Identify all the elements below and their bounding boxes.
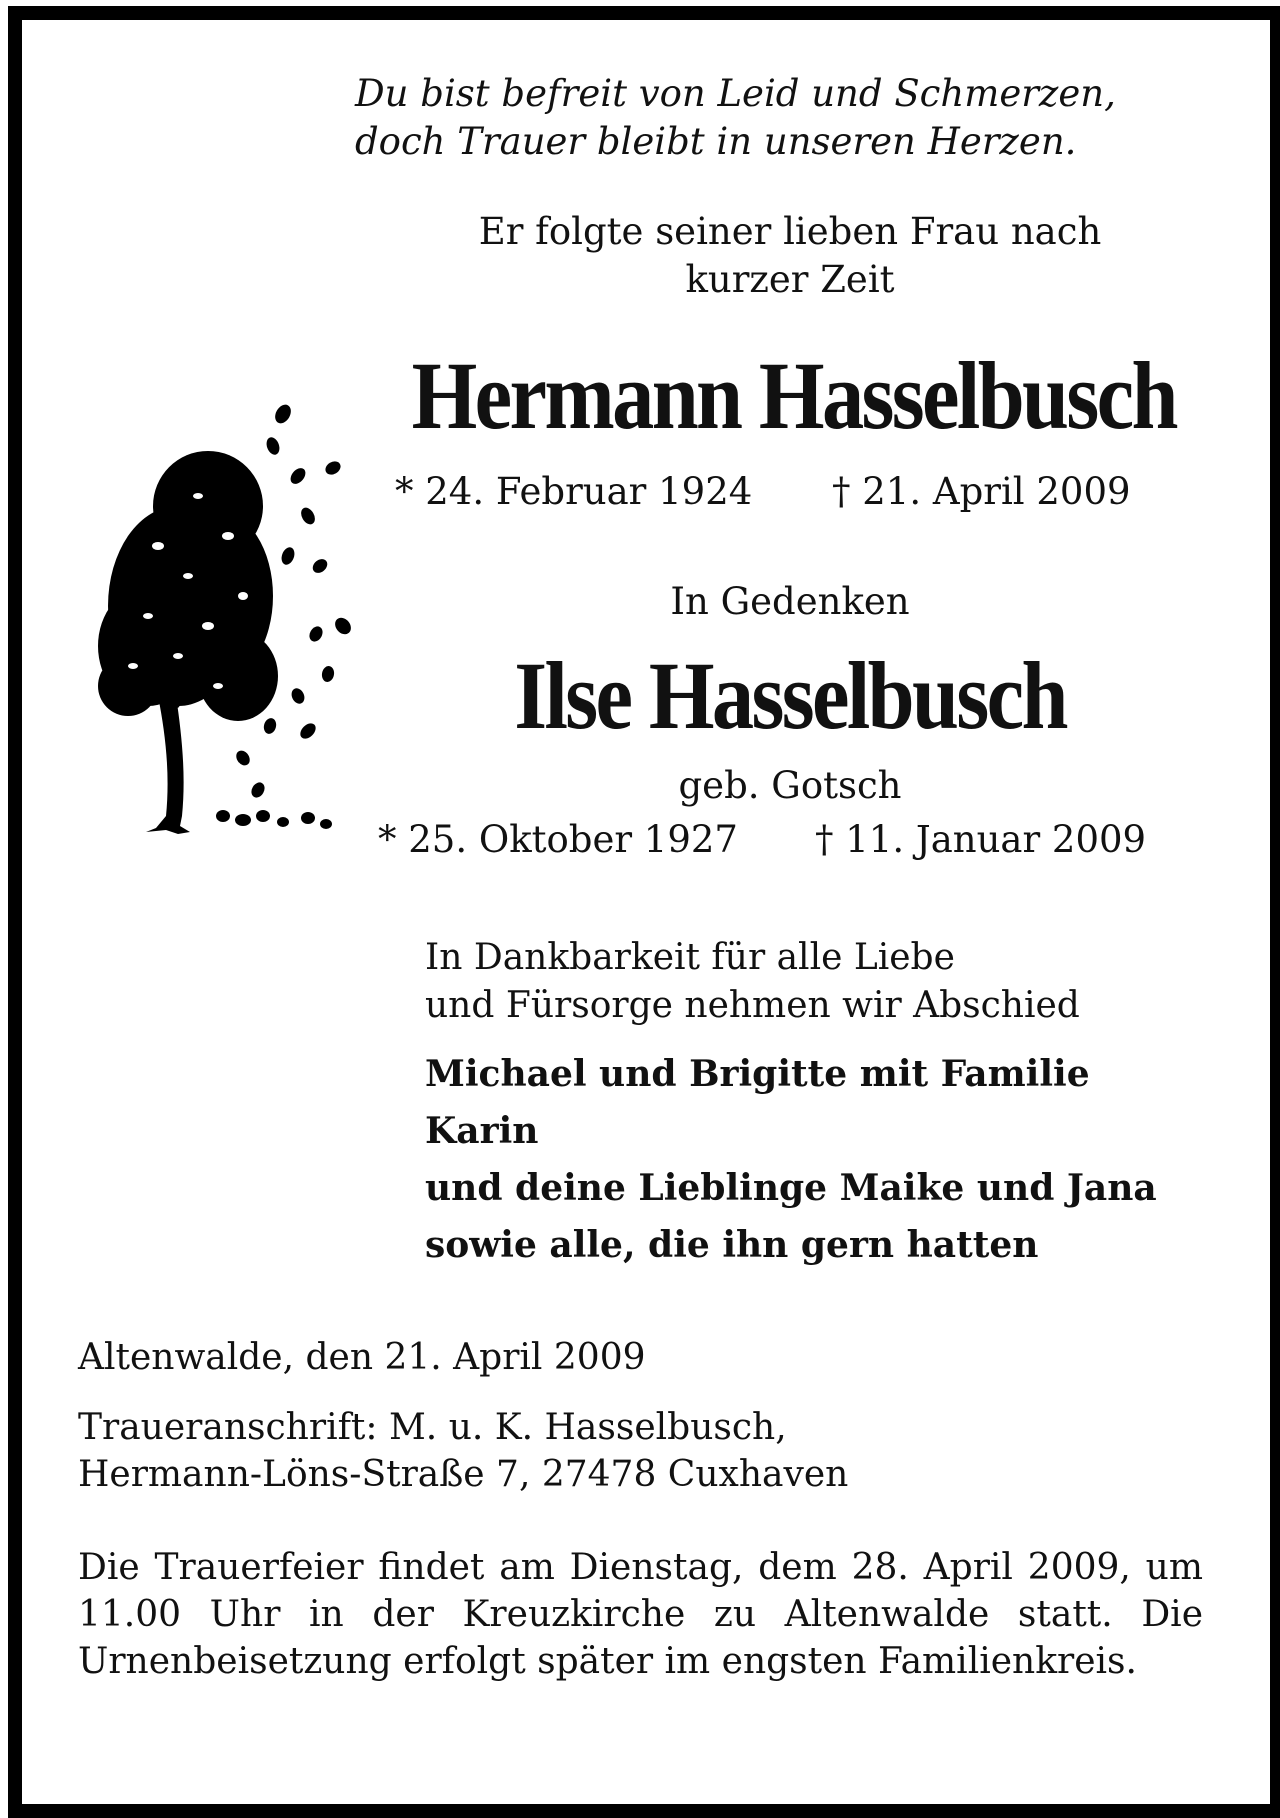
place-date: Altenwalde, den 21. April 2009 [78, 1337, 646, 1378]
thanks-line-1: In Dankbarkeit für alle Liebe [425, 937, 955, 978]
person2-born: * 25. Oktober 1927 [378, 818, 738, 861]
mourning-address [78, 1404, 1203, 1498]
verse-line-1: Du bist befreit von Leid und Schmerzen, [355, 72, 1116, 115]
ceremony-text: Die Trauerfeier findet am Dienstag, dem 28. April 2009, um 11.00 Uhr in der Kreuzkirche zu Altenwalde statt. Die Urnenbeisetzung erfolgt später im engsten Familienkreis. [78, 1547, 1203, 1682]
person1-name: Hermann Hasselbusch [411, 342, 1176, 449]
address-line-1: Traueranschrift: M. u. K. Hasselbusch, [78, 1407, 787, 1448]
address-line-2: Hermann-Löns-Straße 7, 27478 Cuxhaven [78, 1454, 849, 1495]
mourner-line-3: und deine Lieblinge Maike und Jana [425, 1167, 1157, 1209]
person1-born: * 24. Februar 1924 [395, 470, 753, 513]
memorial-label: In Gedenken [670, 580, 910, 623]
mourner-line-1: Michael und Brigitte mit Familie [425, 1053, 1090, 1095]
person1-died: † 21. April 2009 [832, 470, 1131, 513]
mourner-line-4: sowie alle, die ihn gern hatten [425, 1224, 1039, 1266]
wind-blown-tree-icon [58, 396, 358, 844]
person2-died: † 11. Januar 2009 [815, 818, 1147, 861]
verse [355, 70, 1215, 166]
verse-line-2: doch Trauer bleibt in unseren Herzen. [355, 120, 1077, 163]
intro-line-2: kurzer Zeit [685, 258, 895, 301]
mourner-line-2: Karin [425, 1110, 539, 1152]
intro-line-1: Er folgte seiner lieben Frau nach [478, 210, 1102, 253]
mourners-list [425, 1046, 1157, 1274]
thanks-text [425, 934, 1080, 1030]
thanks-line-2: und Fürsorge nehmen wir Abschied [425, 985, 1080, 1026]
person2-maiden: geb. Gotsch [678, 764, 902, 807]
person2-name: Ilse Hasselbusch [514, 642, 1066, 749]
intro-text [360, 208, 1220, 304]
